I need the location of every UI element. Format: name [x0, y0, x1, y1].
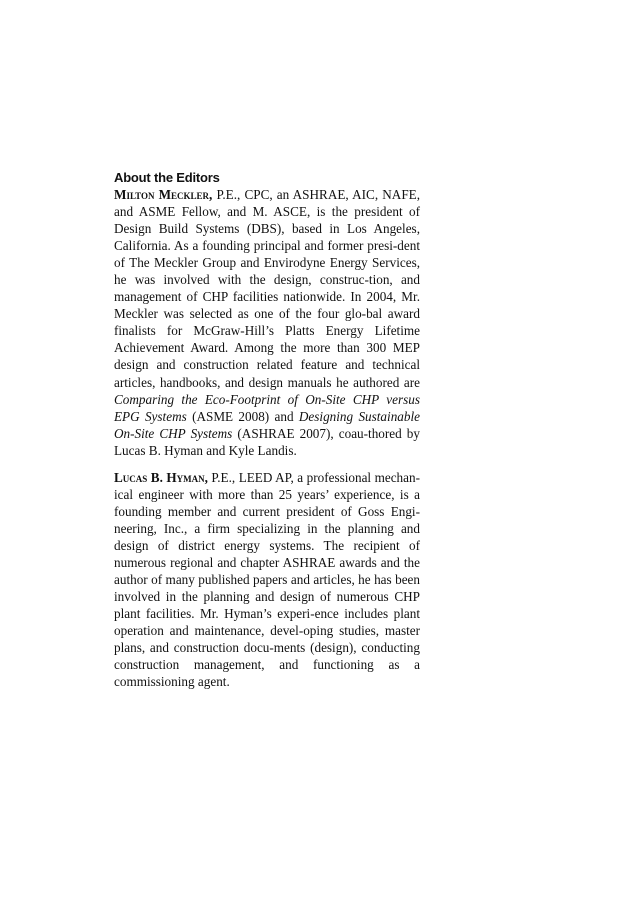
bio-text: (ASME 2008) and — [186, 408, 299, 424]
section-heading: About the Editors — [114, 170, 220, 185]
bio-text: P.E., LEED AP, a professional mechan-ical engineer with more than 25 years’ experience, is a founding member and current president of Goss Engi-neering, Inc., a firm specializing in the planning and design of district energy systems. The recipient of numerous regional and chapter ASHRAE awards and the author of many published papers and articles, he has been involved in the planning and design of numerous CHP plant facilities. Mr. Hyman’s experi-ence includes plant operation and maintenance, devel-oping studies, master plans, and construction docu-ments (design), conducting construction management, and functioning as a commissioning agent. — [114, 469, 420, 690]
editor-name: Lucas B. Hyman, — [114, 469, 208, 485]
bio-paragraph-meckler — [114, 186, 420, 459]
about-editors-section — [114, 170, 420, 690]
bio-text: P.E., CPC, an ASHRAE, AIC, NAFE, and ASME Fellow, and M. ASCE, is the president of Design Build Systems (DBS), based in Los Angeles, California. As a founding principal and former presi-dent of The Meckler Group and Envirodyne Energy Services, he was involved with the design, construc-tion, and management of CHP facilities nationwide. In 2004, Mr. Meckler was selected as one of the four glo-bal award finalists for McGraw-Hill’s Platts Energy Lifetime Achievement Award. Among the more than 300 MEP design and construction related feature and technical articles, handbooks, and design manuals he authored are — [114, 187, 421, 390]
editor-name: Milton Meckler, — [114, 187, 213, 202]
bio-paragraph-hyman — [114, 469, 420, 691]
book-title: Comparing the Eco-Footprint of On-Site CHP versus EPG Systems — [114, 391, 420, 424]
book-title: Designing Sustainable On-Site CHP Systems — [114, 408, 420, 441]
bio-text: (ASHRAE 2007), coau-thored by Lucas B. Hyman and Kyle Landis. — [114, 425, 420, 458]
